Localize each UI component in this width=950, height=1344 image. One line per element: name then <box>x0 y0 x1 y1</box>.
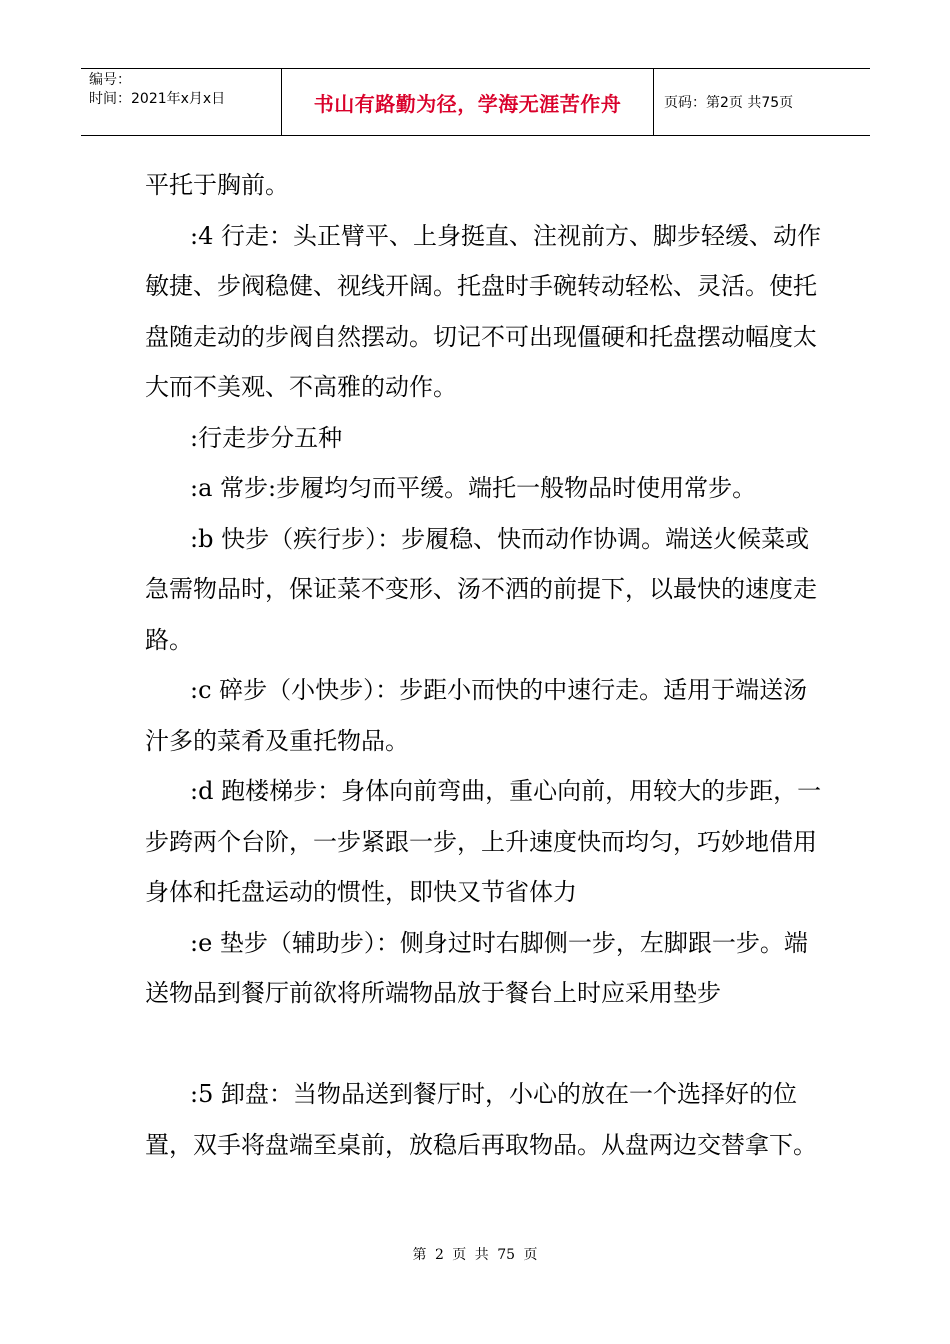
paragraph-stair-step: :d 跑楼梯步：身体向前弯曲，重心向前，用较大的步距，一步跨两个台阶，一步紧跟一步，上升速度快而均匀，巧妙地借用身体和托盘运动的惯性，即快又节省体力 <box>145 777 822 906</box>
paragraph-continuation: 平托于胸前。 <box>145 171 289 199</box>
paragraph-walk-types: :行走步分五种 <box>190 423 343 452</box>
document-number-label: 编号： <box>89 72 131 88</box>
header-meta <box>81 69 282 135</box>
paragraph-pad-step <box>145 918 825 1019</box>
document-body <box>145 160 825 1170</box>
document-time-label: 时间：2021年x月x日 <box>89 91 226 107</box>
page-header <box>81 68 870 136</box>
paragraph-small-step: :c 碎步（小快步）：步距小而快的中速行走。适用于端送汤汁多的菜肴及重托物品。 <box>145 676 808 755</box>
paragraph-normal-step: :a 常步:步履均匀而平缓。端托一般物品时使用常步。 <box>190 474 757 502</box>
paragraph-spacer <box>145 1019 825 1070</box>
header-motto: 书山有路勤为径，学海无涯苦作舟 <box>282 69 654 135</box>
page-footer: 第 2 页 共 75 页 <box>412 1247 538 1263</box>
paragraph-unload: :5 卸盘：当物品送到餐厅时，小心的放在一个选择好的位置，双手将盘端至桌前，放稳后再取物品。从盘两边交替拿下。 <box>145 1080 817 1159</box>
paragraph-walking: :4 行走：头正臂平、上身挺直、注视前方、脚步轻缓、动作敏捷、步阀稳健、视线开阔。托盘时手碗转动轻松、灵活。使托盘随走动的步阀自然摆动。切记不可出现僵硬和托盘摆动幅度太大而不美观、不高雅的动作。 <box>145 221 821 401</box>
paragraph-pad-step-text: :e 垫步（辅助步）：侧身过时右脚侧一步，左脚跟一步。端送物品到餐厅前欲将所端物品放于餐台上时应采用垫步 <box>145 928 808 1007</box>
header-page-info: 页码：第2页 共75页 <box>664 95 794 111</box>
paragraph-fast-step: :b 快步（疾行步）：步履稳、快而动作协调。端送火候菜或急需物品时，保证菜不变形、汤不洒的前提下，以最快的速度走路。 <box>145 524 817 654</box>
